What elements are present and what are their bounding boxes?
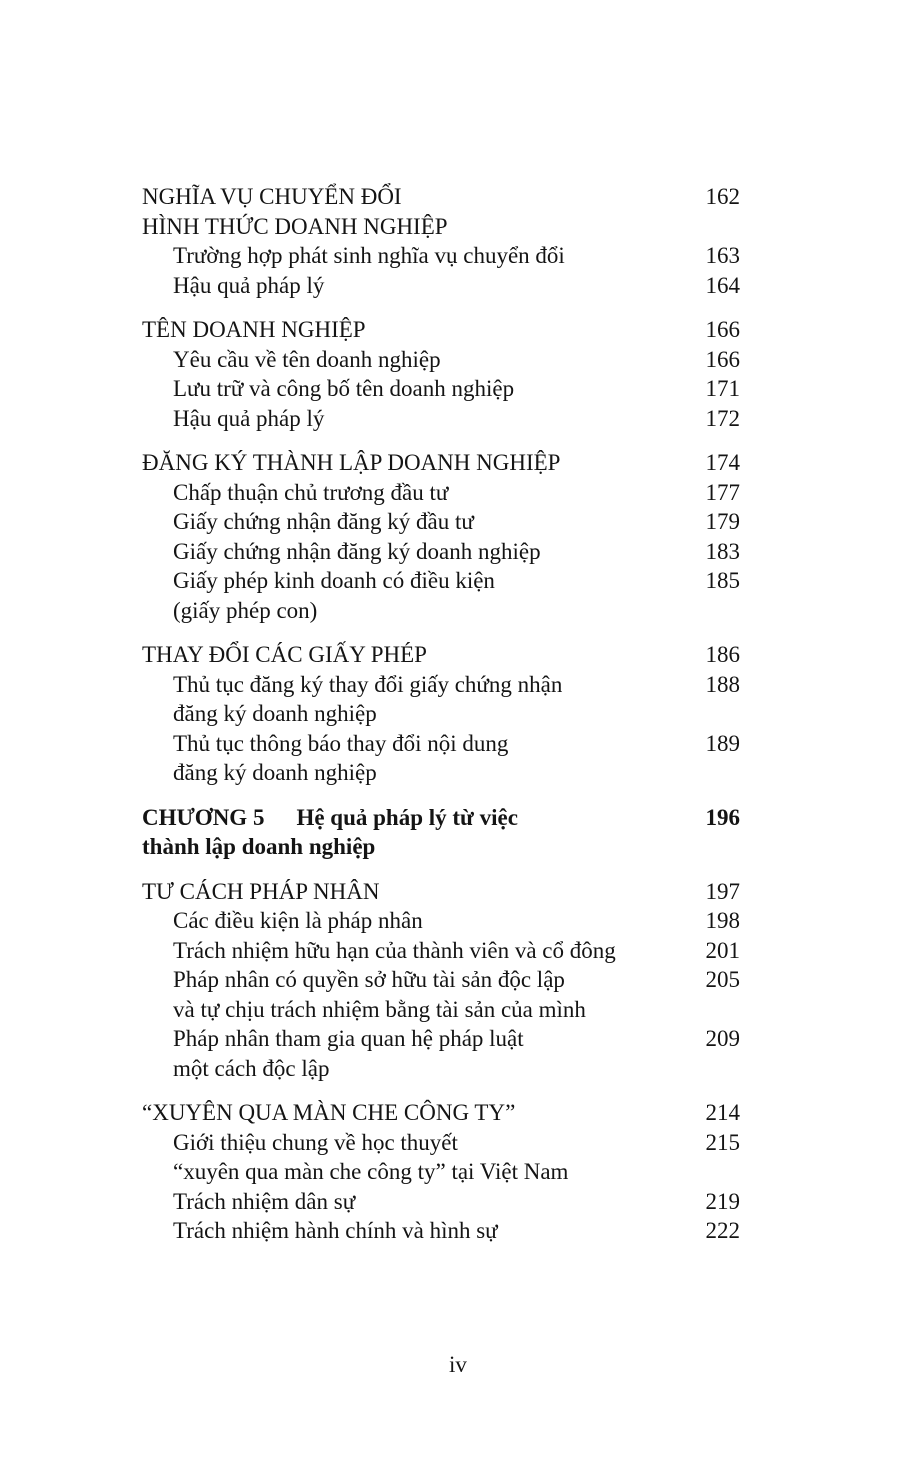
- toc-line: [142, 448, 740, 478]
- toc-line: [142, 699, 740, 729]
- toc-line: [142, 1128, 740, 1158]
- toc-entry-text: Pháp nhân có quyền sở hữu tài sản độc lập: [173, 967, 565, 992]
- toc-line: [142, 729, 740, 759]
- toc-entry-text: Trách nhiệm hành chính và hình sự: [173, 1218, 498, 1243]
- toc-page-number: 196: [705, 804, 740, 830]
- page-number-footer: iv: [449, 1352, 467, 1377]
- toc-entry-text: Giấy chứng nhận đăng ký doanh nghiệp: [173, 538, 541, 564]
- toc-line: [142, 1157, 740, 1187]
- toc-line: [142, 404, 740, 434]
- toc-entry-text: Hậu quả pháp lý: [173, 272, 325, 298]
- toc-line: [142, 212, 740, 242]
- toc-entry-item: [142, 936, 740, 966]
- toc-page-number: 171: [705, 376, 740, 401]
- toc-entry-text: TƯ CÁCH PHÁP NHÂN: [142, 878, 380, 904]
- toc-entry-text: Thủ tục đăng ký thay đổi giấy chứng nhận: [173, 671, 563, 697]
- toc-entry-text: “XUYÊN QUA MÀN CHE CÔNG TY”: [142, 1100, 516, 1125]
- toc-entry-section: [142, 315, 740, 345]
- toc-entry-text: Hậu quả pháp lý: [173, 405, 325, 431]
- toc-entry-item: [142, 566, 740, 625]
- toc-line: [142, 374, 740, 404]
- toc-page-number: 166: [705, 346, 740, 372]
- toc-entry-text: đăng ký doanh nghiệp: [173, 701, 377, 726]
- toc-entry-item: [142, 729, 740, 788]
- toc-page-number: 186: [705, 642, 740, 667]
- toc-entry-text: Thủ tục thông báo thay đổi nội dung: [173, 730, 509, 756]
- toc-entry-item: [142, 906, 740, 936]
- toc-page-number: 198: [705, 908, 740, 933]
- toc-entry-item: [142, 537, 740, 567]
- toc-line: [142, 640, 740, 670]
- toc-page-number: 201: [705, 937, 740, 963]
- toc-entry-section: [142, 182, 740, 241]
- toc-entry-item: [142, 670, 740, 729]
- toc-page-number: 222: [705, 1218, 740, 1243]
- toc-entry-text: HÌNH THỨC DOANH NGHIỆP: [142, 213, 448, 239]
- toc-line: [142, 507, 740, 537]
- toc-entry-item: [142, 1187, 740, 1217]
- toc-entry-text: Chấp thuận chủ trương đầu tư: [173, 479, 449, 505]
- toc-page-number: 209: [705, 1026, 740, 1051]
- toc-entry-text: Trách nhiệm hữu hạn của thành viên và cổ đông: [173, 937, 616, 963]
- toc-page-number: 183: [705, 538, 740, 564]
- toc-line: [142, 271, 740, 301]
- toc-entry-text: và tự chịu trách nhiệm bằng tài sản của mình: [173, 996, 586, 1022]
- toc-line: [142, 1098, 740, 1128]
- toc-entry-text: thành lập doanh nghiệp: [142, 834, 376, 859]
- toc-line: [142, 315, 740, 345]
- toc-page-number: 166: [705, 317, 740, 342]
- toc-line: [142, 670, 740, 700]
- toc-page-number: 163: [705, 243, 740, 268]
- toc-line: [142, 877, 740, 907]
- toc-entry-item: [142, 345, 740, 375]
- toc-entry-section: [142, 448, 740, 478]
- toc-page-number: 188: [705, 671, 740, 697]
- toc-entry-item: [142, 507, 740, 537]
- toc-entry-item: [142, 1024, 740, 1083]
- toc-entry-text: NGHĨA VỤ CHUYỂN ĐỔI: [142, 184, 402, 209]
- toc-entry-text: TÊN DOANH NGHIỆP: [142, 317, 366, 342]
- toc-entry-text: ĐĂNG KÝ THÀNH LẬP DOANH NGHIỆP: [142, 450, 561, 475]
- toc: [142, 182, 740, 1246]
- toc-page-number: 174: [705, 450, 740, 475]
- toc-page-number: 189: [705, 730, 740, 756]
- toc-entry-item: [142, 1128, 740, 1187]
- toc-line: [142, 596, 740, 626]
- toc-line: [142, 537, 740, 567]
- toc-entry-chapter: [142, 803, 740, 862]
- toc-page-number: 164: [705, 272, 740, 298]
- toc-entry-text: đăng ký doanh nghiệp: [173, 760, 377, 785]
- toc-line: [142, 936, 740, 966]
- toc-entry-section: [142, 640, 740, 670]
- toc-entry-text: Giấy phép kinh doanh có điều kiện: [173, 568, 495, 593]
- toc-entry-text: “xuyên qua màn che công ty” tại Việt Nam: [173, 1159, 569, 1184]
- toc-entry-item: [142, 374, 740, 404]
- toc-entry-text: Giới thiệu chung về học thuyết: [173, 1129, 458, 1155]
- toc-page-number: 177: [705, 479, 740, 505]
- toc-entry-item: [142, 478, 740, 508]
- toc-line: [142, 345, 740, 375]
- toc-entry-item: [142, 241, 740, 271]
- toc-entry-text: Các điều kiện là pháp nhân: [173, 908, 423, 933]
- toc-entry-section: [142, 1098, 740, 1128]
- toc-line: [142, 758, 740, 788]
- toc-line: [142, 832, 740, 862]
- toc-entry-text: Yêu cầu về tên doanh nghiệp: [173, 346, 441, 372]
- toc-entry-text: Hệ quả pháp lý từ việc: [296, 804, 518, 830]
- toc-page-number: 197: [705, 878, 740, 904]
- toc-entry-text: (giấy phép con): [173, 597, 318, 623]
- toc-line: [142, 1024, 740, 1054]
- toc-line: [142, 1216, 740, 1246]
- toc-page-number: 179: [705, 509, 740, 534]
- toc-page-number: 219: [705, 1188, 740, 1214]
- toc-line: [142, 965, 740, 995]
- toc-entry-item: [142, 1216, 740, 1246]
- toc-page-number: 205: [705, 967, 740, 992]
- toc-entry-text: THAY ĐỔI CÁC GIẤY PHÉP: [142, 642, 427, 667]
- toc-entry-text: một cách độc lập: [173, 1055, 330, 1081]
- toc-entry-section: [142, 877, 740, 907]
- toc-line: [142, 803, 740, 833]
- toc-entry-text: Lưu trữ và công bố tên doanh nghiệp: [173, 376, 515, 401]
- toc-entry-text: Giấy chứng nhận đăng ký đầu tư: [173, 509, 474, 534]
- toc-line: [142, 241, 740, 271]
- toc-page-number: 185: [705, 568, 740, 593]
- toc-entry-item: [142, 965, 740, 1024]
- toc-page-number: 214: [705, 1100, 740, 1125]
- toc-entry-text: Trách nhiệm dân sự: [173, 1188, 356, 1214]
- toc-line: [142, 566, 740, 596]
- toc-line: [142, 1187, 740, 1217]
- toc-page-number: 162: [705, 184, 740, 209]
- toc-entry-text: Trường hợp phát sinh nghĩa vụ chuyển đổi: [173, 243, 565, 268]
- chapter-label: CHƯƠNG 5: [142, 804, 265, 830]
- toc-line: [142, 995, 740, 1025]
- toc-page-number: 172: [705, 405, 740, 431]
- toc-line: [142, 478, 740, 508]
- toc-line: [142, 1054, 740, 1084]
- toc-line: [142, 182, 740, 212]
- toc-entry-text: Pháp nhân tham gia quan hệ pháp luật: [173, 1026, 524, 1051]
- toc-entry-item: [142, 271, 740, 301]
- toc-line: [142, 906, 740, 936]
- toc-page-number: 215: [705, 1129, 740, 1155]
- toc-entry-item: [142, 404, 740, 434]
